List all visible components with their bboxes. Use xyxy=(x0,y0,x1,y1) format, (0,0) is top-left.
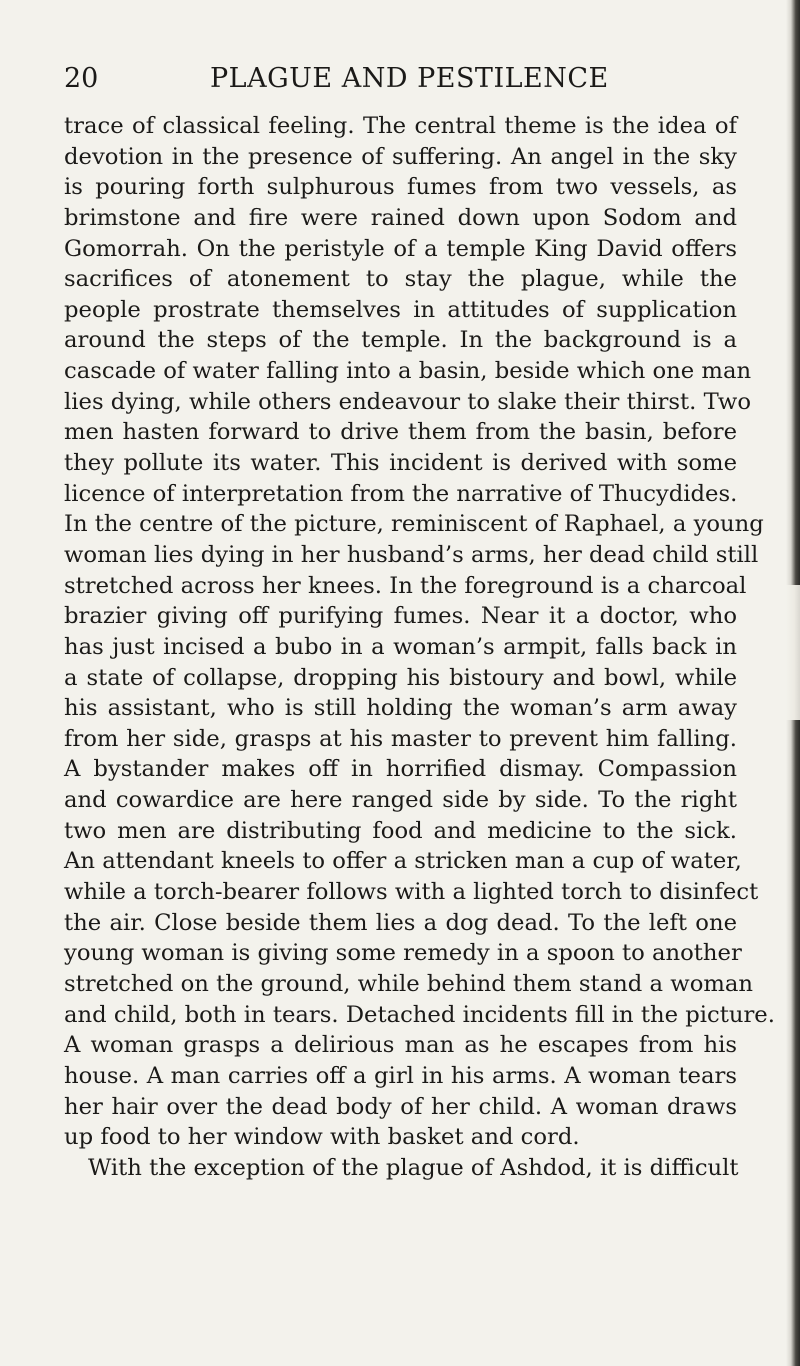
text-line: brimstone and fire were rained down upon Sodom and xyxy=(64,204,737,231)
text-line: two men are distributing food and medicine to the sick. xyxy=(64,817,737,844)
text-line: and cowardice are here ranged side by side. To the right xyxy=(64,787,737,814)
text-line: around the steps of the temple. In the background is a xyxy=(64,327,737,354)
paragraph-end-line: up food to her window with basket and cord. xyxy=(64,1124,580,1151)
text-line: has just incised a bubo in a woman’s armpit, falls back in xyxy=(64,633,737,660)
running-title: PLAGUE AND PESTILENCE xyxy=(210,63,609,94)
page-edge-gap xyxy=(786,585,800,720)
text-line: from her side, grasps at his master to prevent him falling. xyxy=(64,725,737,752)
text-line: A woman grasps a delirious man as he escapes from his xyxy=(64,1032,737,1059)
text-line: and child, both in tears. Detached incidents fill in the picture. xyxy=(64,1001,775,1028)
paragraph-start-line: With the exception of the plague of Ashdod, it is difficult xyxy=(88,1154,739,1181)
body-text xyxy=(64,111,775,1183)
text-line: sacrifices of atonement to stay the plague, while the xyxy=(64,266,737,293)
text-line: lies dying, while others endeavour to slake their thirst. Two xyxy=(64,388,751,415)
text-line: stretched across her knees. In the foreground is a charcoal xyxy=(64,572,747,599)
text-line: they pollute its water. This incident is derived with some xyxy=(64,450,737,477)
text-line: In the centre of the picture, reminiscent of Raphael, a young xyxy=(64,511,764,538)
text-line: while a torch-bearer follows with a lighted torch to disinfect xyxy=(64,879,759,906)
text-line: young woman is giving some remedy in a spoon to another xyxy=(64,940,742,967)
text-line: An attendant kneels to offer a stricken man a cup of water, xyxy=(64,848,742,875)
text-line: stretched on the ground, while behind them stand a woman xyxy=(64,970,753,997)
text-line: her hair over the dead body of her child. A woman draws xyxy=(64,1093,737,1120)
text-line: woman lies dying in her husband’s arms, her dead child still xyxy=(64,541,759,568)
text-line: licence of interpretation from the narrative of Thucydides. xyxy=(64,480,738,507)
text-line: Gomorrah. On the peristyle of a temple King David offers xyxy=(64,235,737,262)
text-line: trace of classical feeling. The central theme is the idea of xyxy=(64,113,737,139)
text-line: A bystander makes off in horrified dismay. Compassion xyxy=(64,756,737,783)
text-line: his assistant, who is still holding the woman’s arm away xyxy=(64,695,737,722)
running-head xyxy=(64,60,744,98)
text-line: house. A man carries off a girl in his arms. A woman tears xyxy=(64,1062,737,1089)
page-number: 20 xyxy=(64,63,99,94)
text-line: devotion in the presence of suffering. An angel in the sky xyxy=(64,143,737,170)
text-line: brazier giving off purifying fumes. Near it a doctor, who xyxy=(64,603,737,630)
text-line: people prostrate themselves in attitudes of supplication xyxy=(64,296,737,323)
text-line: men hasten forward to drive them from the basin, before xyxy=(64,419,737,446)
text-line: a state of collapse, dropping his bistoury and bowl, while xyxy=(64,664,737,691)
text-line: is pouring forth sulphurous fumes from two vessels, as xyxy=(64,174,737,201)
text-line: the air. Close beside them lies a dog dead. To the left one xyxy=(64,909,737,936)
text-line: cascade of water falling into a basin, beside which one man xyxy=(64,358,752,385)
